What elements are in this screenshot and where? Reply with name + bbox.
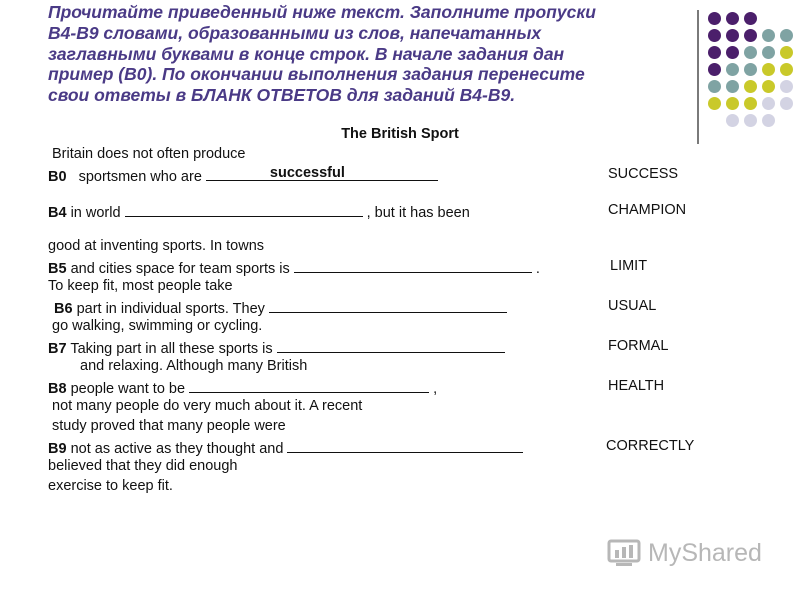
decorative-dot [726,12,739,25]
keyword-b9: CORRECTLY [606,438,695,454]
answer-blank[interactable] [277,338,505,353]
item-text: people want to be [66,381,190,397]
answer-blank[interactable] [287,438,523,453]
item-text: part in individual sports. They [72,301,269,317]
decorative-dot [708,12,721,25]
item-text: not as active as they thought and [66,441,288,457]
keyword-b6: USUAL [608,298,657,314]
keyword-b5: LIMIT [610,258,648,274]
item-label: B8 [48,381,67,397]
text-line [52,318,262,334]
decorative-dot [726,97,739,110]
instruction-line: свои ответы в БЛАНК ОТВЕТОВ для заданий В4-В9. [48,85,516,106]
decorative-dot [780,63,793,76]
item-label: B7 [48,341,67,357]
item-text: sportsmen who are [78,169,206,185]
item-label: B4 [48,205,67,221]
decorative-dot [726,63,739,76]
myshared-logo [606,536,762,570]
decorative-dot [744,80,757,93]
answer-blank[interactable] [189,378,429,393]
exercise-row-b6 [54,298,507,317]
decorative-dot [744,29,757,42]
text-line [48,478,173,494]
decorative-dot [762,97,775,110]
exercise-row-b8 [48,378,437,397]
decorative-dot [780,29,793,42]
keyword-b8: HEALTH [608,378,665,394]
item-label: B0 [48,169,67,185]
text-good: good at inventing sports. In towns [48,238,265,254]
text-study: study proved that many people were [52,418,286,434]
instruction-line: В4-В9 словами, образованными из слов, напечатанных [48,22,542,43]
item-text: Taking part in all these sports is [66,341,277,357]
exercise-row-b0 [48,166,438,185]
exercise-row-b5 [48,258,540,277]
decorative-dot [762,80,775,93]
document-title: The British Sport [341,126,459,142]
item-text: , [429,381,438,397]
instruction-text [48,2,698,106]
decorative-dot [708,80,721,93]
keyword-b7: FORMAL [608,338,669,354]
decorative-dot [708,97,721,110]
instruction-line: пример (В0). По окончании выполнения задания перенесите [48,64,585,85]
decorative-dot [708,46,721,59]
text-line [48,278,233,294]
decorative-dot [780,46,793,59]
decorative-dot [762,29,775,42]
keyword-b0: SUCCESS [608,166,679,182]
myshared-logo-text: MyShared [648,538,762,567]
item-label: B6 [54,301,73,317]
answer-blank[interactable] [206,166,438,181]
decorative-dot [744,46,757,59]
decorative-dot [708,63,721,76]
answer-blank[interactable] [125,202,363,217]
exercise-row-b4 [48,202,470,221]
decorative-dot [726,29,739,42]
answer-blank[interactable] [269,298,507,313]
instruction-line: Прочитайте приведенный ниже текст. Заполните пропуски [48,2,596,22]
text-intro: Britain does not often produce [52,146,246,162]
instruction-line: заглавными буквами в конце строк. В начале задания дан [48,43,565,64]
decorative-dot [726,80,739,93]
decorative-dot [780,97,793,110]
item-text: . [531,261,540,277]
item-text: , but it has been [362,205,470,221]
text-line [80,358,307,374]
text-line [52,146,245,162]
item-label: B5 [48,261,67,277]
exercise-row-b7 [48,338,505,357]
item-label: B9 [48,441,67,457]
decorative-dot [780,80,793,93]
text-relax: and relaxing. Although many British [80,358,308,374]
myshared-logo-icon [606,537,642,569]
decorative-dot [744,63,757,76]
text-not: not many people do very much about it. A recent [52,398,363,414]
keyword-b4: CHAMPION [608,202,687,218]
item-text: and cities space for team sports is [66,261,294,277]
text-keep: To keep fit, most people take [48,278,233,294]
text-line [48,238,264,254]
exercise-row-b9 [48,438,523,457]
decorative-dot [708,29,721,42]
answer-blank[interactable] [294,258,532,273]
decorative-dot [744,12,757,25]
item-text: in world [66,205,125,221]
decorative-dot [762,46,775,59]
text-line [52,398,362,414]
text-line [52,418,286,434]
decorative-divider [697,10,699,144]
text-exercise: exercise to keep fit. [48,478,173,494]
decorative-dot [726,46,739,59]
text-go: go walking, swimming or cycling. [52,318,263,334]
text-line [48,458,237,474]
text-believed: believed that they did enough [48,458,238,474]
example-answer: successful [269,165,345,181]
decorative-dot [744,97,757,110]
decorative-dot [762,63,775,76]
